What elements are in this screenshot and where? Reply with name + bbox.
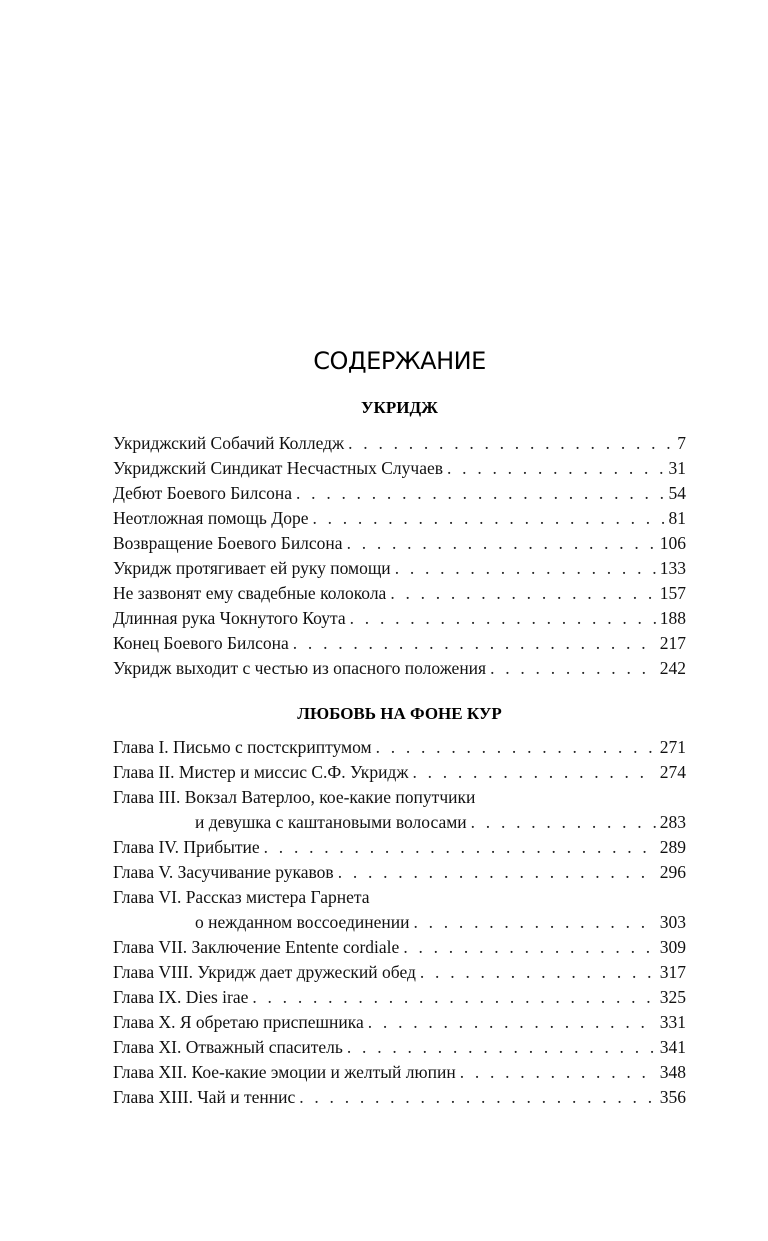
leader-dots [338, 860, 656, 885]
leader-dots [413, 910, 655, 935]
entry-page: 283 [659, 812, 686, 832]
toc-entry[interactable] [113, 960, 686, 985]
entry-page: 217 [659, 633, 686, 653]
toc-entry-continuation[interactable] [113, 810, 686, 835]
leader-dots [471, 810, 656, 835]
leader-dots [376, 735, 656, 760]
entry-page: 188 [659, 608, 686, 628]
leader-dots [348, 431, 673, 456]
entry-page: 242 [659, 658, 686, 678]
leader-dots [299, 1085, 656, 1110]
leader-dots [347, 1035, 656, 1060]
entry-title: Глава I. Письмо с постскриптумом [113, 737, 372, 757]
entry-page: 317 [659, 962, 686, 982]
leader-dots [347, 531, 656, 556]
toc-entry-continuation[interactable] [113, 910, 686, 935]
entry-title: Укридж выходит с честью из опасного положения [113, 658, 487, 678]
entry-title: Конец Боевого Билсона [113, 633, 289, 653]
entry-page: 106 [659, 533, 686, 553]
leader-dots [460, 1060, 656, 1085]
toc-entry[interactable] [113, 631, 686, 656]
entry-title: Глава II. Мистер и миссис С.Ф. Укридж [113, 762, 409, 782]
entry-page: 331 [659, 1012, 686, 1032]
entry-page: 7 [677, 433, 686, 453]
leader-dots [312, 506, 664, 531]
entry-title: Глава III. Вокзал Ватерлоо, кое-какие попутчики [113, 787, 476, 807]
entry-page: 54 [668, 483, 686, 503]
page-title: СОДЕРЖАНИЕ [313, 347, 486, 375]
entry-title: Глава VI. Рассказ мистера Гарнета [113, 887, 370, 907]
leader-dots [350, 606, 656, 631]
toc-entry[interactable] [113, 531, 686, 556]
entry-page: 325 [659, 987, 686, 1007]
leader-dots [403, 935, 655, 960]
toc-entry[interactable] [113, 835, 686, 860]
entry-title: Длинная рука Чокнутого Коута [113, 608, 346, 628]
entry-page: 348 [659, 1062, 686, 1082]
leader-dots [368, 1010, 656, 1035]
entry-title: Неотложная помощь Доре [113, 508, 309, 528]
entry-page: 309 [659, 937, 686, 957]
entry-page: 274 [659, 762, 686, 782]
leader-dots [390, 581, 655, 606]
toc-entry[interactable] [113, 1010, 686, 1035]
toc-entry[interactable] [113, 935, 686, 960]
toc-entry[interactable] [113, 985, 686, 1010]
toc-entry[interactable] [113, 431, 686, 456]
toc-list-ukridge [113, 431, 686, 681]
entry-title: Укридж протягивает ей руку помощи [113, 558, 391, 578]
entry-title: Глава XI. Отважный спаситель [113, 1037, 343, 1057]
toc-entry[interactable] [113, 860, 686, 885]
leader-dots [490, 656, 656, 681]
toc-entry[interactable] [113, 885, 686, 910]
entry-title: Укриджский Собачий Колледж [113, 433, 345, 453]
toc-entry[interactable] [113, 556, 686, 581]
entry-title: Возвращение Боевого Билсона [113, 533, 343, 553]
entry-title-continuation: о нежданном воссоединении [195, 912, 410, 932]
entry-page: 271 [659, 737, 686, 757]
toc-entry[interactable] [113, 481, 686, 506]
leader-dots [447, 456, 664, 481]
leader-dots [296, 481, 664, 506]
toc-entry[interactable] [113, 760, 686, 785]
toc-entry[interactable] [113, 656, 686, 681]
entry-title: Глава VIII. Укридж дает дружеский обед [113, 962, 416, 982]
toc-entry[interactable] [113, 1035, 686, 1060]
entry-page: 157 [659, 583, 686, 603]
toc-entry[interactable] [113, 506, 686, 531]
leader-dots [264, 835, 656, 860]
toc-entry[interactable] [113, 785, 686, 810]
section-heading-love-among-chickens: ЛЮБОВЬ НА ФОНЕ КУР [297, 704, 502, 723]
toc-list-love-among-chickens [113, 735, 686, 1110]
entry-title: Глава V. Засучивание рукавов [113, 862, 334, 882]
entry-title: Глава IX. Dies irae [113, 987, 249, 1007]
toc-entry[interactable] [113, 735, 686, 760]
toc-entry[interactable] [113, 581, 686, 606]
entry-title: Глава XII. Кое-какие эмоции и желтый люпин [113, 1062, 456, 1082]
leader-dots [252, 985, 655, 1010]
section-heading-ukridge: УКРИДЖ [361, 398, 438, 417]
entry-title: Глава IV. Прибытие [113, 837, 260, 857]
toc-entry[interactable] [113, 606, 686, 631]
entry-title: Не зазвонят ему свадебные колокола [113, 583, 387, 603]
toc-entry[interactable] [113, 1060, 686, 1085]
entry-page: 356 [659, 1087, 686, 1107]
leader-dots [420, 960, 656, 985]
entry-title: Дебют Боевого Билсона [113, 483, 293, 503]
entry-page: 81 [668, 508, 686, 528]
entry-page: 31 [668, 458, 686, 478]
entry-page: 296 [659, 862, 686, 882]
entry-title: Глава VII. Заключение Entente cordiale [113, 937, 400, 957]
entry-title-continuation: и девушка с каштановыми волосами [195, 812, 467, 832]
toc-entry[interactable] [113, 456, 686, 481]
entry-page: 303 [659, 912, 686, 932]
leader-dots [395, 556, 656, 581]
entry-page: 133 [659, 558, 686, 578]
entry-title: Укриджский Синдикат Несчастных Случаев [113, 458, 444, 478]
toc-entry[interactable] [113, 1085, 686, 1110]
leader-dots [293, 631, 656, 656]
entry-page: 341 [659, 1037, 686, 1057]
entry-title: Глава XIII. Чай и теннис [113, 1087, 296, 1107]
entry-title: Глава X. Я обретаю приспешника [113, 1012, 364, 1032]
entry-page: 289 [659, 837, 686, 857]
leader-dots [412, 760, 655, 785]
